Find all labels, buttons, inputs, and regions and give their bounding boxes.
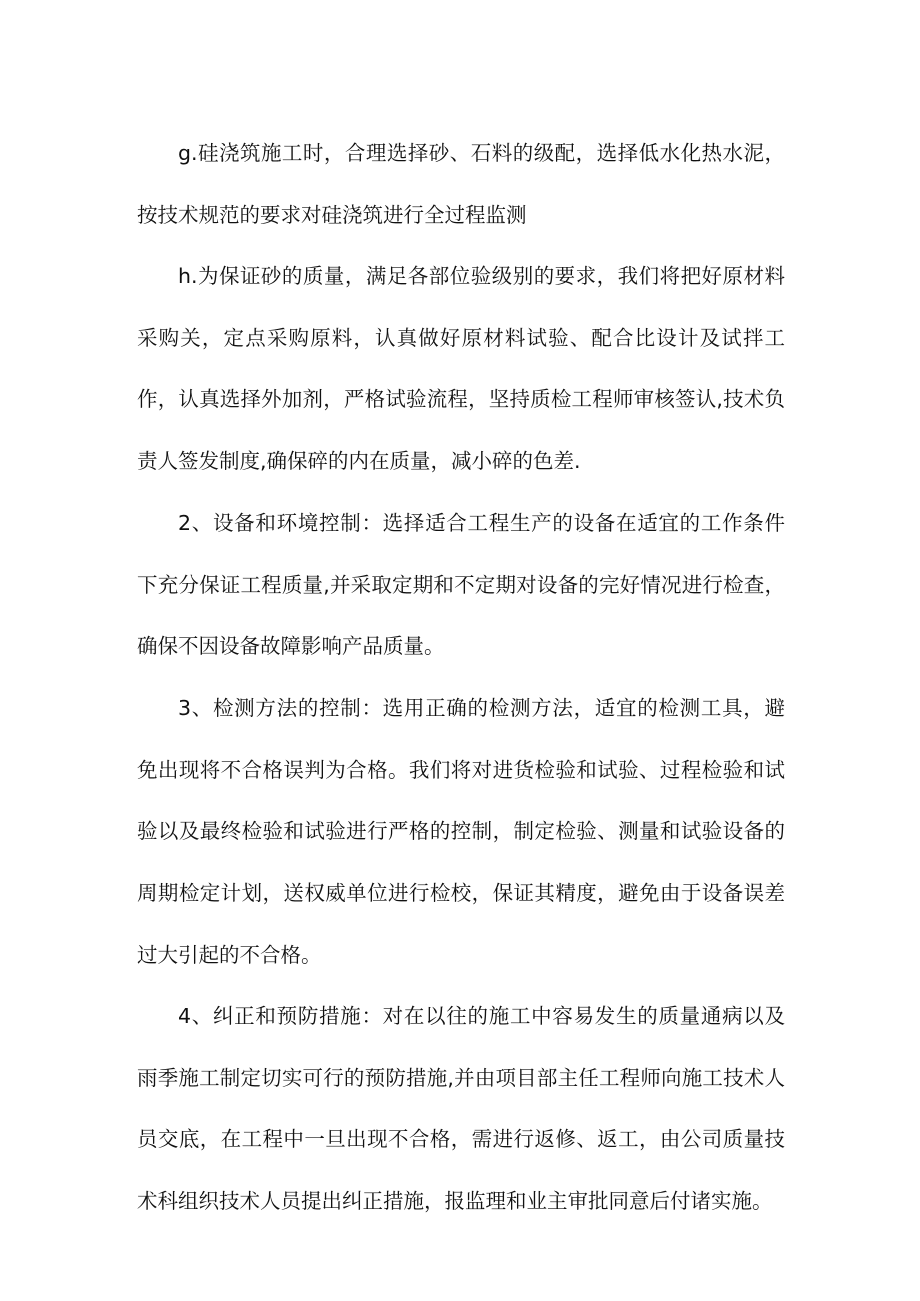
paragraph-2-equipment-control: 2、设备和环境控制：选择适合工程生产的设备在适宜的工作条件下充分保证工程质量,并采取定期和不定期对设备的完好情况进行检查，确保不因设备故障影响产品质量。	[137, 511, 785, 659]
paragraph-3-testing-method-control: 3、检测方法的控制：选用正确的检测方法，适宜的检测工具，避免出现将不合格误判为合格。我们将对进货检验和试验、过程检验和试验以及最终检验和试验进行严格的控制，制定检验、测量和试验设备的周期检定计划，送权威单位进行检校，保证其精度，避免由于设备误差过大引起的不合格。	[137, 696, 785, 967]
paragraph-g-concrete-pouring: g.硅浇筑施工时，合理选择砂、石料的级配，选择低水化热水泥，按技术规范的要求对硅浇筑进行全过程监测	[137, 141, 785, 227]
paragraph-h-sand-quality: h.为保证砂的质量，满足各部位验级别的要求，我们将把好原材料采购关，定点采购原料，认真做好原材料试验、配合比设计及试拌工作，认真选择外加剂，严格试验流程，坚持质检工程师审核签认,技术负责人签发制度,确保碎的内在质量，减小碎的色差.	[137, 264, 785, 474]
paragraph-4-corrective-measures: 4、纠正和预防措施：对在以往的施工中容易发生的质量通病以及雨季施工制定切实可行的预防措施,并由项目部主任工程师向施工技术人员交底，在工程中一旦出现不合格，需进行返修、返工，由公司质量技术科组织技术人员提出纠正措施，报监理和业主审批同意后付诸实施。	[137, 1004, 785, 1214]
